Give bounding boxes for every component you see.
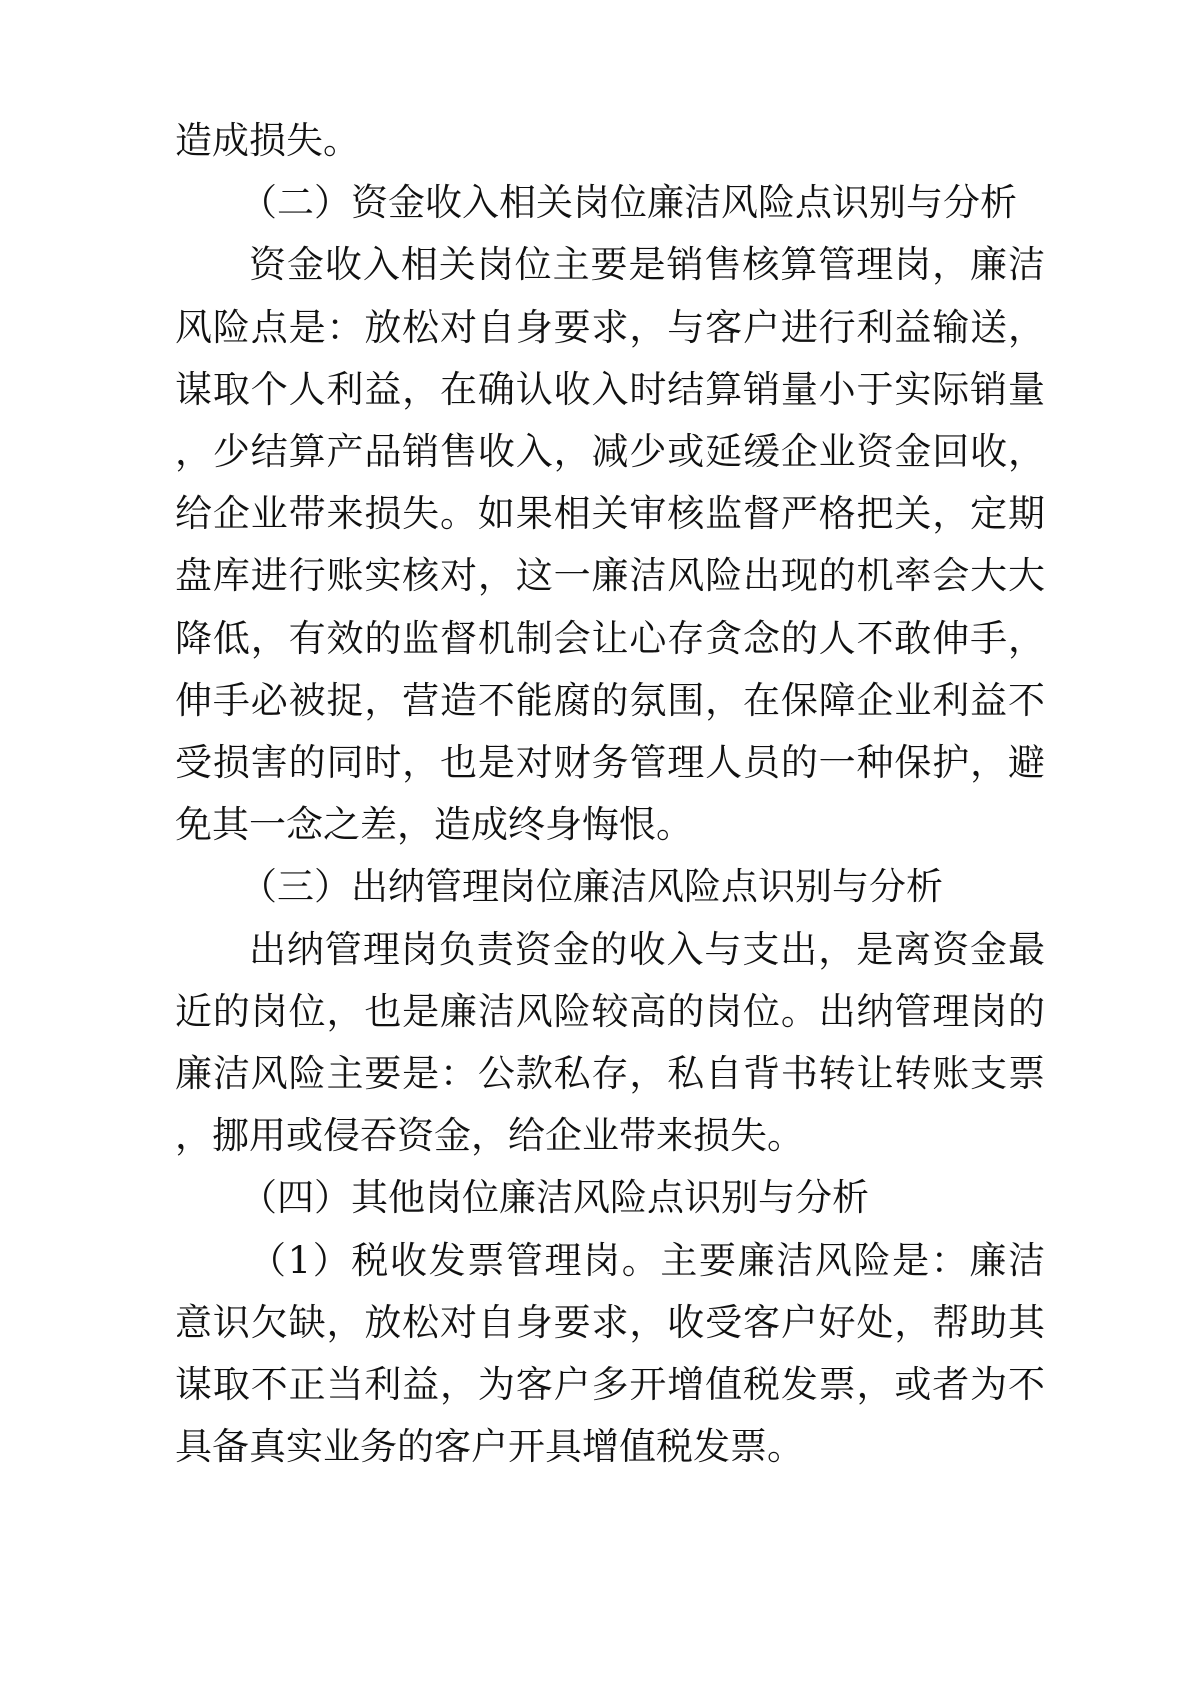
- section-heading-4: [175, 1167, 1045, 1229]
- paragraph-continued: 造成损失。: [175, 119, 360, 162]
- section-heading-2-text: （二）资金收入相关岗位廉洁风险点识别与分析: [240, 181, 1017, 225]
- paragraph-revenue-posts: 资金收入相关岗位主要是销售核算管理岗，廉洁风险点是：放松对自身要求，与客户进行利益输送，谋取个人利益，在确认收入时结算销量小于实际销量，少结算产品销售收入，减少或延缓企业资金回收，给企业带来损失。如果相关审核监督严格把关，定期盘库进行账实核对，这一廉洁风险出现的机率会大大降低，有效的监督机制会让心存贪念的人不敢伸手，伸手必被捉，营造不能腐的氛围，在保障企业利益不受损害的同时，也是对财务管理人员的一种保护，避免其一念之差，造成终身悔恨。: [175, 243, 1045, 847]
- paragraph-cashier-posts: 出纳管理岗负责资金的收入与支出，是离资金最近的岗位，也是廉洁风险较高的岗位。出纳管理岗的廉洁风险主要是：公款私存，私自背书转让转账支票，挪用或侵吞资金，给企业带来损失。: [175, 927, 1045, 1158]
- paragraph-tax-invoice-posts: （1）税收发票管理岗。主要廉洁风险是：廉洁意识欠缺，放松对自身要求，收受客户好处，帮助其谋取不正当利益，为客户多开增值税发票，或者为不具备真实业务的客户开具增值税发票。: [175, 1238, 1045, 1469]
- document-body: [175, 110, 1045, 1478]
- section-heading-3: [175, 856, 1045, 918]
- section-heading-3-text: （三）出纳管理岗位廉洁风险点识别与分析: [240, 865, 943, 909]
- section-heading-4-text: （四）其他岗位廉洁风险点识别与分析: [240, 1176, 869, 1220]
- section-heading-2: [175, 172, 1045, 234]
